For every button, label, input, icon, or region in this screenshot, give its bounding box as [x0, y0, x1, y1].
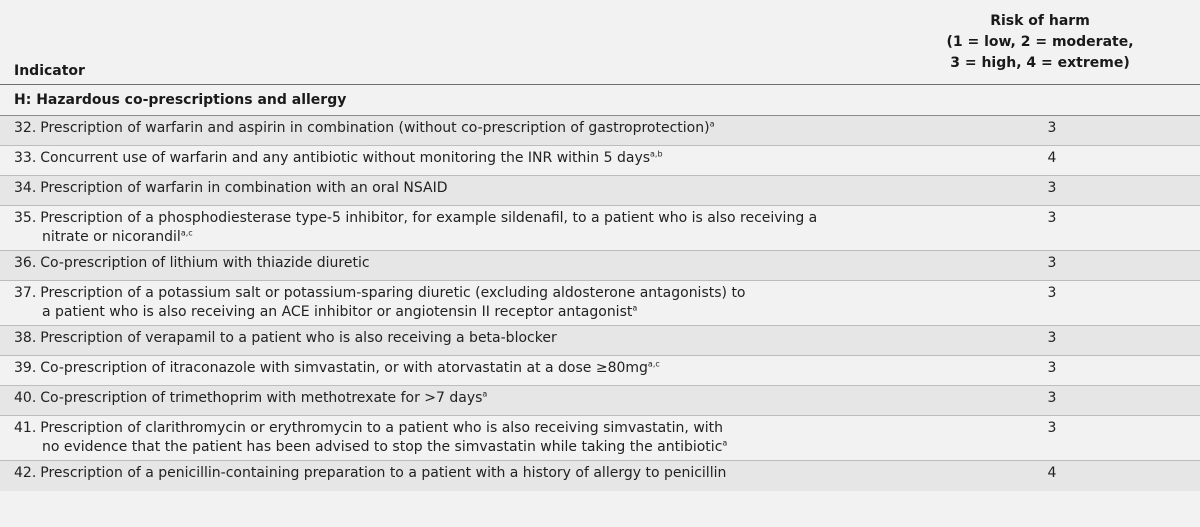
risk-score: 3 — [1047, 420, 1057, 436]
risk-score: 4 — [1047, 465, 1057, 481]
indicator-line-1: Prescription of verapamil to a patient who is also receiving a beta-blocker — [40, 330, 557, 346]
footnote-marker: a,c — [647, 359, 660, 369]
risk-score: 3 — [1047, 390, 1057, 406]
indicator-text — [0, 416, 880, 460]
indicator-text — [0, 116, 880, 145]
indicator-number: 33. — [14, 150, 37, 166]
risk-score: 4 — [1047, 150, 1057, 166]
indicator-text — [0, 356, 880, 385]
risk-score: 3 — [1047, 360, 1057, 376]
indicator-line-2: a patient who is also receiving an ACE inhibitor or angiotensin II receptor antagonist — [42, 304, 633, 320]
footnote-marker: a,b — [650, 149, 663, 159]
footnote-marker: a — [482, 389, 488, 399]
indicator-line-1: Prescription of warfarin in combination with an oral NSAID — [40, 180, 448, 196]
indicator-line-1: Prescription of a potassium salt or potassium-sparing diuretic (excluding aldosterone antagonists) to — [40, 285, 746, 301]
table-row — [0, 356, 1200, 386]
indicator-column-header: Indicator — [14, 63, 85, 79]
table-row — [0, 326, 1200, 356]
table-row — [0, 251, 1200, 281]
indicator-text — [0, 326, 880, 355]
risk-score: 3 — [1047, 255, 1057, 271]
table-row — [0, 146, 1200, 176]
indicator-line-1: Prescription of a phosphodiesterase type-5 inhibitor, for example sildenafil, to a patient who is also receiving a — [40, 210, 818, 226]
table-row — [0, 116, 1200, 146]
indicator-line-1: Co-prescription of itraconazole with simvastatin, or with atorvastatin at a dose ≥80mg — [40, 360, 648, 376]
indicator-line-1: Concurrent use of warfarin and any antibiotic without monitoring the INR within 5 days — [40, 150, 651, 166]
risk-score: 3 — [1047, 180, 1057, 196]
indicator-number: 42. — [14, 465, 37, 481]
risk-score: 3 — [1047, 120, 1057, 136]
indicator-number: 32. — [14, 120, 37, 136]
table-row — [0, 176, 1200, 206]
indicator-number: 40. — [14, 390, 37, 406]
risk-score: 3 — [1047, 285, 1057, 301]
indicator-line-2: no evidence that the patient has been advised to stop the simvastatin while taking the antibiotic — [42, 439, 723, 455]
table-body — [0, 116, 1200, 491]
indicator-number: 37. — [14, 285, 37, 301]
table-row — [0, 416, 1200, 461]
indicator-text — [0, 386, 880, 415]
footnote-marker: a — [722, 438, 728, 448]
risk-score: 3 — [1047, 330, 1057, 346]
table-row — [0, 461, 1200, 491]
table-row — [0, 281, 1200, 326]
footnote-marker: a — [709, 119, 715, 129]
indicator-text — [0, 206, 880, 250]
indicator-text — [0, 146, 880, 175]
risk-header-scale-line-1: (1 = low, 2 = moderate, — [946, 34, 1134, 50]
table-row — [0, 386, 1200, 416]
indicator-line-1: Co-prescription of trimethoprim with methotrexate for >7 days — [40, 390, 483, 406]
indicator-text — [0, 281, 880, 325]
indicator-line-1: Prescription of clarithromycin or erythromycin to a patient who is also receiving simvastatin, with — [40, 420, 724, 436]
footnote-marker: a,c — [180, 228, 193, 238]
indicator-line-1: Co-prescription of lithium with thiazide diuretic — [40, 255, 370, 271]
risk-score: 3 — [1047, 210, 1057, 226]
indicator-line-1: Prescription of warfarin and aspirin in combination (without co-prescription of gastroprotection) — [40, 120, 710, 136]
risk-header-title: Risk of harm — [990, 13, 1090, 29]
indicator-line-2: nitrate or nicorandil — [42, 229, 181, 245]
indicator-text — [0, 251, 880, 280]
table-row — [0, 206, 1200, 251]
footnote-marker: a — [632, 303, 638, 313]
indicator-line-1: Prescription of a penicillin-containing preparation to a patient with a history of allergy to penicillin — [40, 465, 727, 481]
table-header — [0, 0, 1200, 85]
indicator-text — [0, 176, 880, 205]
indicator-number: 35. — [14, 210, 37, 226]
section-title: H: Hazardous co-prescriptions and allergy — [0, 85, 1200, 116]
indicator-number: 38. — [14, 330, 37, 346]
indicator-number: 41. — [14, 420, 37, 436]
indicator-number: 36. — [14, 255, 37, 271]
indicator-text — [0, 461, 880, 491]
indicator-number: 39. — [14, 360, 37, 376]
indicator-number: 34. — [14, 180, 37, 196]
risk-header-scale-line-2: 3 = high, 4 = extreme) — [950, 55, 1130, 71]
risk-column-header — [920, 11, 1160, 74]
